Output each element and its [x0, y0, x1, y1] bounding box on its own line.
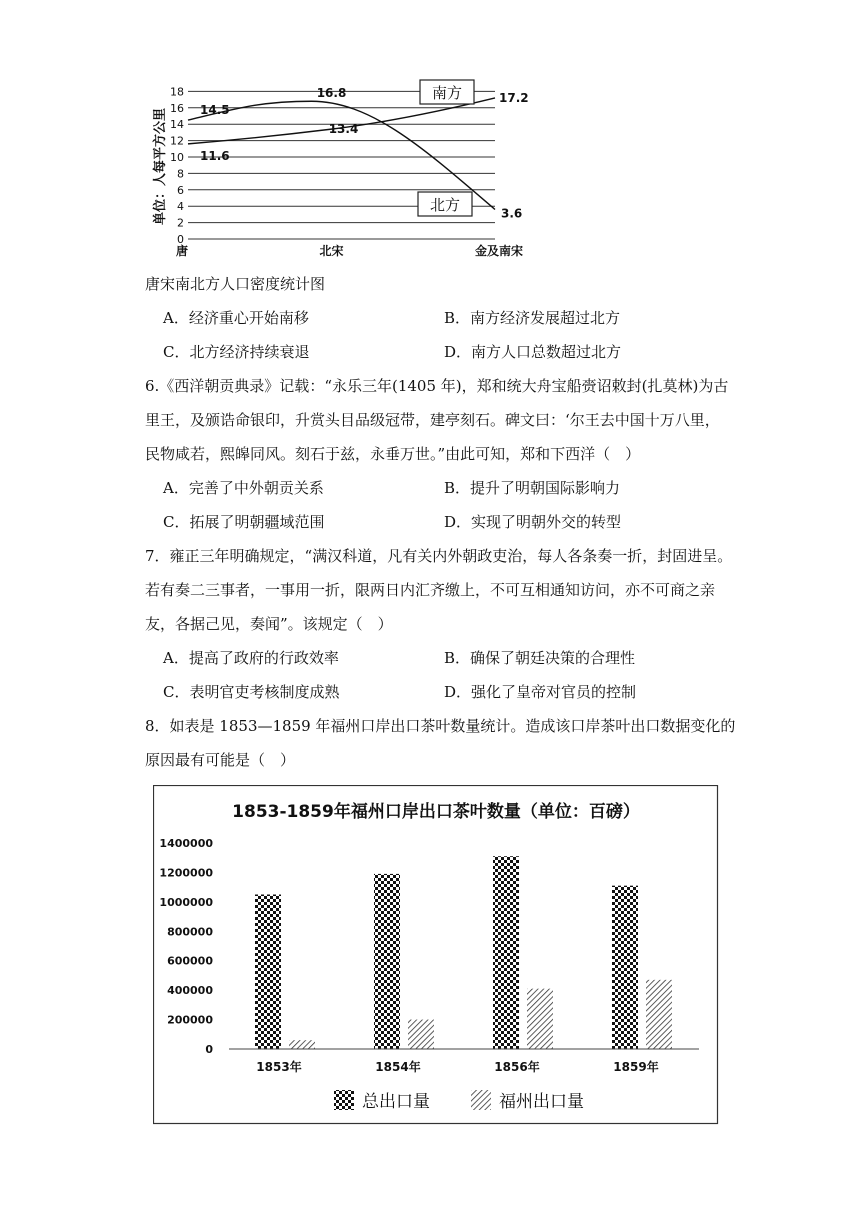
chart1-y-tick-label: 2 [177, 216, 184, 230]
chart1-data-label: 13.4 [328, 122, 359, 137]
q5-option-d[interactable]: D．南方人口总数超过北方 [444, 343, 622, 361]
chart1-data-label: 16.8 [316, 86, 347, 101]
bar-total-export [255, 895, 281, 1050]
chart1-y-tick-label: 18 [170, 85, 184, 99]
bar-fuzhou-export [408, 1020, 434, 1049]
chart2-x-tick-label: 1856年 [494, 1060, 540, 1074]
chart1-y-tick-label: 0 [177, 233, 184, 246]
q6-option-a[interactable]: A．完善了中外朝贡关系 [163, 479, 324, 497]
q7-option-b[interactable]: B．确保了朝廷决策的合理性 [444, 649, 636, 667]
north-label: 北方 [429, 196, 461, 214]
q8-stem-line-1: 8．如表是 1853—1859 年福州口岸出口茶叶数量统计。造成该口岸茶叶出口数据变化的 [145, 717, 736, 735]
bar-fuzhou-export [527, 989, 553, 1049]
chart1-data-label: 3.6 [501, 206, 523, 221]
chart1-y-tick-label: 16 [170, 101, 184, 115]
chart2-y-tick-label: 0 [205, 1043, 213, 1056]
north-legend-box [418, 192, 472, 216]
chart2-y-tick-label: 200000 [167, 1013, 213, 1027]
fuzhou-tea-export-bar-chart [153, 785, 719, 1125]
chart1-y-axis-label: 单位：人每平方公里 [153, 107, 168, 225]
chart1-y-tick-label: 14 [170, 118, 184, 132]
q6-option-c[interactable]: C．拓展了明朝疆域范围 [163, 513, 325, 531]
chart2-x-tick-label: 1859年 [613, 1060, 659, 1074]
q8-stem-line-2: 原因最有可能是（ ） [145, 751, 296, 769]
chart2-y-tick-label: 1000000 [159, 895, 213, 909]
q6-option-d[interactable]: D．实现了明朝外交的转型 [444, 513, 622, 531]
q6-stem-line-2: 里王，及颁诰命银印，升赏头目品级冠带，建亭刻石。碑文曰：‘尔王去中国十万八里， [145, 411, 720, 429]
population-density-line-chart [140, 75, 540, 265]
chart1-x-tick-label: 唐 [175, 244, 189, 258]
q7-option-a[interactable]: A．提高了政府的行政效率 [163, 649, 339, 667]
chart2-y-tick-label: 800000 [167, 925, 213, 939]
chart1-y-tick-label: 12 [170, 134, 184, 148]
q6-option-b[interactable]: B．提升了明朝国际影响力 [444, 479, 621, 497]
chart2-y-tick-label: 1400000 [159, 837, 213, 850]
chart1-caption: 唐宋南北方人口密度统计图 [145, 275, 326, 293]
chart2-x-tick-label: 1854年 [375, 1060, 421, 1074]
south-label: 南方 [431, 84, 463, 102]
q5-option-b[interactable]: B．南方经济发展超过北方 [444, 309, 621, 327]
q7-stem-line-1: 7．雍正三年明确规定，“满汉科道，凡有关内外朝政吏治，每人各条奏一折，封固进呈。 [145, 547, 733, 565]
chart1-data-label: 17.2 [499, 90, 529, 105]
chart1-y-ticks [170, 85, 184, 246]
bar-fuzhou-export [289, 1040, 315, 1049]
chart2-x-tick-label: 1853年 [256, 1060, 302, 1074]
chart1-data-label: 11.6 [200, 148, 230, 163]
q7-stem-line-2: 若有奏二三事者，一事用一折，限两日内汇齐缴上，不可互相通知访问，亦不可商之亲 [145, 581, 716, 599]
bar-total-export [374, 874, 400, 1049]
q6-stem-line-3: 民物咸若，熙皞同风。刻石于兹，永垂万世。”由此可知，郑和下西洋（ ） [145, 445, 641, 463]
chart1-data-label: 14.5 [200, 103, 230, 118]
south-legend-box [420, 80, 474, 104]
chart1-y-tick-label: 8 [177, 167, 184, 181]
chart1-x-tick-label: 北宋 [319, 244, 344, 258]
legend-label-total: 总出口量 [362, 1092, 430, 1112]
chart1-y-tick-label: 6 [177, 183, 184, 197]
legend-swatch-total [334, 1090, 354, 1110]
bar-total-export [612, 886, 638, 1049]
chart1-y-tick-label: 4 [177, 200, 184, 214]
chart1-x-tick-label: 金及南宋 [474, 244, 524, 258]
legend-label-fuzhou: 福州出口量 [499, 1092, 584, 1112]
legend-swatch-fuzhou [471, 1090, 491, 1110]
chart2-y-tick-label: 600000 [167, 954, 213, 968]
chart2-y-tick-label: 400000 [167, 984, 213, 998]
q5-option-a[interactable]: A．经济重心开始南移 [163, 309, 309, 327]
q7-stem-line-3: 友，各据己见，奏闻”。该规定（ ） [145, 615, 393, 633]
bar-total-export [493, 856, 519, 1049]
q7-option-c[interactable]: C．表明官吏考核制度成熟 [163, 683, 340, 701]
chart2-title: 1853-1859年福州口岸出口茶叶数量（单位：百磅） [232, 802, 640, 822]
chart1-y-tick-label: 10 [170, 151, 184, 164]
q7-option-d[interactable]: D．强化了皇帝对官员的控制 [444, 683, 637, 701]
chart2-y-tick-label: 1200000 [159, 866, 213, 880]
chart1-x-ticks [176, 243, 523, 258]
q5-option-c[interactable]: C．北方经济持续衰退 [163, 343, 310, 361]
q6-stem-line-1: 6.《西洋朝贡典录》记载：“永乐三年(1405 年)，郑和统大舟宝船赍诏敕封(扎莫林)为古 [145, 377, 729, 395]
bar-fuzhou-export [646, 980, 672, 1049]
chart1-gridlines [188, 91, 495, 239]
